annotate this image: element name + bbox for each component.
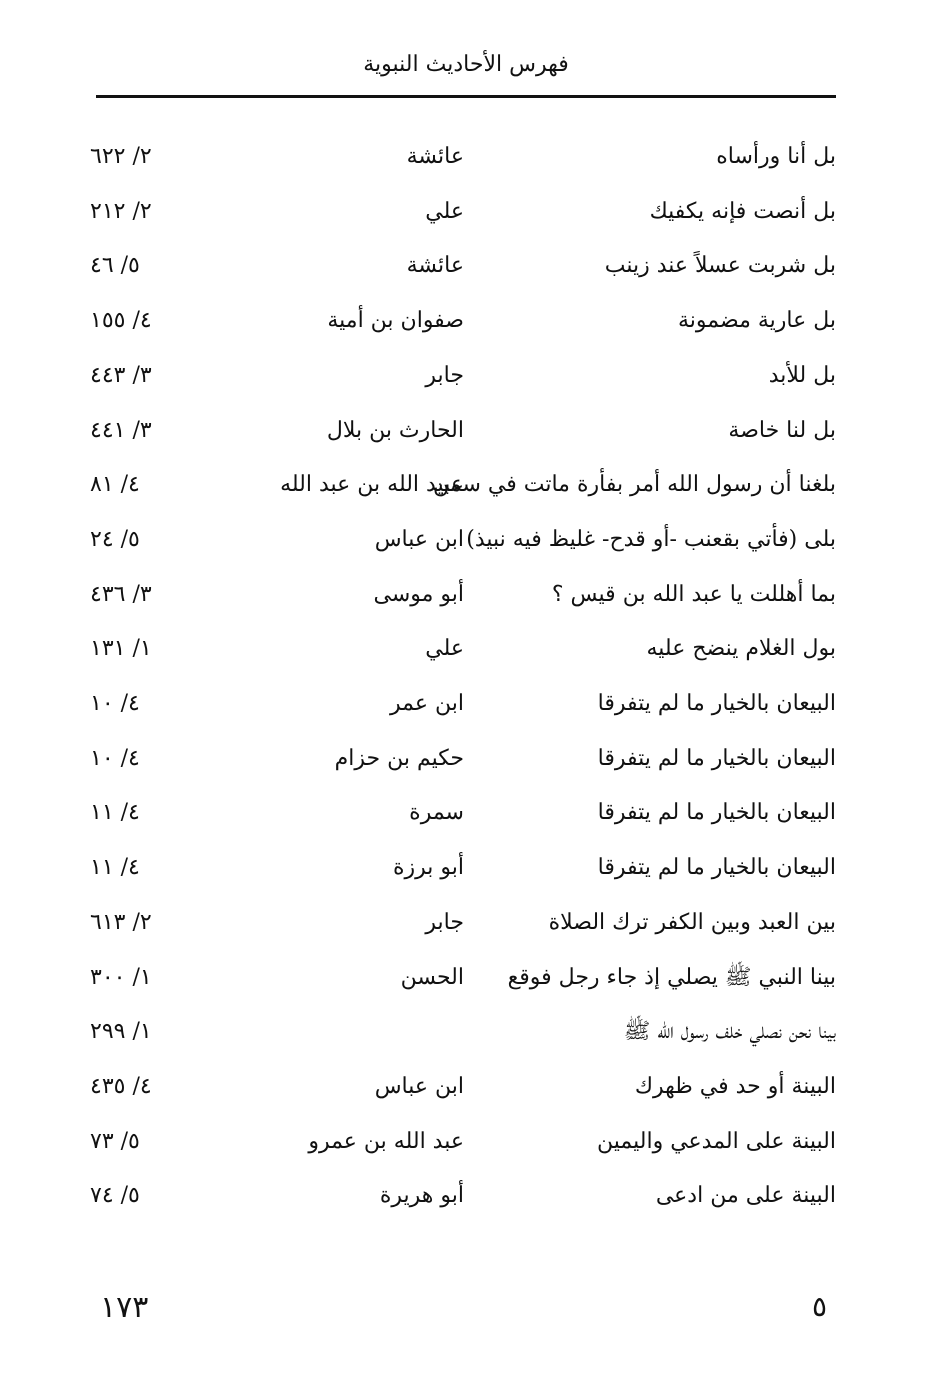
volume-page-reference: ٥/ ٤٦	[90, 253, 140, 279]
index-row	[90, 187, 836, 241]
volume-page-reference: ٤/ ١٠	[90, 691, 140, 716]
hadith-text: البينة أو حد في ظهرك	[634, 1073, 836, 1099]
index-row	[90, 788, 836, 842]
volume-page-reference: ٤/ ١١	[90, 800, 140, 826]
index-row	[90, 241, 836, 295]
volume-page-reference: ٤/ ١٠	[90, 745, 140, 771]
volume-page-reference: ٤/ ٤٣٥	[90, 1073, 152, 1099]
hadith-text: بل شربت عسلاً عند زينب	[604, 253, 836, 279]
hadith-text: البيعان بالخيار ما لم يتفرقا	[597, 800, 836, 826]
hadith-text: بل أنصت فإنه يكفيك	[649, 198, 836, 224]
narrator-name: عائشة	[406, 253, 464, 279]
header-divider	[96, 95, 836, 98]
hadith-text: البينة على من ادعى	[655, 1183, 836, 1209]
narrator-name: ابن عباس	[374, 1073, 464, 1099]
hadith-text: بما أهللت يا عبد الله بن قيس ؟	[551, 581, 836, 607]
index-row	[90, 132, 836, 186]
narrator-name: عائشة	[406, 144, 464, 169]
narrator-name: عبد الله بن عمرو	[308, 1128, 464, 1154]
index-row	[90, 1062, 836, 1116]
volume-page-reference: ٥/ ٧٣	[90, 1128, 140, 1154]
index-row	[90, 843, 836, 897]
volume-page-reference: ٣/ ٤٤١	[90, 417, 152, 443]
index-row	[90, 898, 836, 952]
hadith-text: البيعان بالخيار ما لم يتفرقا	[597, 745, 836, 771]
narrator-name: جابر	[425, 362, 464, 388]
hadith-text: البيعان بالخيار ما لم يتفرقا	[597, 691, 836, 716]
index-row	[90, 1007, 836, 1061]
volume-page-reference: ٥/ ٧٤	[90, 1183, 140, 1209]
index-row	[90, 515, 836, 569]
index-row	[90, 679, 836, 733]
narrator-name: أبو موسى	[373, 581, 464, 607]
volume-page-reference: ١/ ١٣١	[90, 636, 152, 662]
page-number: ١٧٣	[100, 1290, 149, 1325]
narrator-name: سمرة	[409, 800, 464, 826]
narrator-name: علي	[425, 636, 464, 662]
volume-page-reference: ٤/ ٨١	[90, 472, 140, 498]
hadith-text: بلى (فأتي بقعنب -أو قدح- غليظ فيه نبيذ)	[466, 526, 836, 552]
volume-page-reference: ٣/ ٤٤٣	[90, 362, 152, 388]
volume-page-reference: ٢/ ٢١٢	[90, 198, 152, 224]
volume-page-reference: ٢/ ٦٢٢	[90, 144, 152, 169]
volume-page-reference: ١/ ٣٠٠	[90, 964, 152, 990]
index-row	[90, 351, 836, 405]
narrator-name: الحسن	[400, 964, 464, 990]
hadith-text: بول الغلام ينضح عليه	[646, 636, 836, 662]
hadith-text: بل أنا ورأساه	[716, 144, 836, 169]
narrator-name: أبو برزة	[392, 855, 464, 881]
index-row	[90, 406, 836, 460]
index-row	[90, 953, 836, 1007]
narrator-name: صفوان بن أمية	[327, 308, 464, 334]
hadith-text: بينا النبي ﷺ يصلي إذ جاء رجل فوقع	[507, 964, 836, 990]
index-row	[90, 570, 836, 624]
hadith-text: بين العبد وبين الكفر ترك الصلاة	[548, 909, 836, 935]
narrator-name: الحارث بن بلال	[326, 417, 464, 443]
volume-page-reference: ٤/ ١١	[90, 855, 140, 881]
hadith-text: بل عارية مضمونة	[677, 308, 836, 334]
index-row	[90, 1117, 836, 1171]
hadith-text: بينا نحن نصلي خلف رسول الله ﷺ	[623, 1019, 836, 1045]
narrator-name: حكيم بن حزام	[334, 745, 464, 771]
volume-page-reference: ١/ ٢٩٩	[90, 1019, 152, 1045]
hadith-text: بل لنا خاصة	[728, 417, 836, 443]
narrator-name: ابن عباس	[374, 526, 464, 552]
page-header-title: فهرس الأحاديث النبوية	[363, 52, 569, 77]
hadith-text: البيعان بالخيار ما لم يتفرقا	[597, 855, 836, 881]
volume-number: ٥	[812, 1290, 828, 1323]
hadith-text: بلغنا أن رسول الله أمر بفأرة ماتت في سمن	[433, 472, 836, 498]
index-row	[90, 1171, 836, 1225]
volume-page-reference: ٣/ ٤٣٦	[90, 581, 152, 607]
hadith-index-list	[90, 132, 836, 1232]
volume-page-reference: ٥/ ٢٤	[90, 526, 140, 552]
index-row	[90, 296, 836, 350]
index-row	[90, 734, 836, 788]
narrator-name: عبيد الله بن عبد الله	[280, 472, 464, 498]
narrator-name: جابر	[425, 909, 464, 935]
hadith-text: بل للأبد	[768, 362, 836, 388]
narrator-name: أبو هريرة	[379, 1183, 464, 1209]
narrator-name: علي	[425, 198, 464, 224]
volume-page-reference: ٢/ ٦١٣	[90, 909, 152, 935]
volume-page-reference: ٤/ ١٥٥	[90, 308, 152, 334]
narrator-name: ابن عمر	[390, 691, 464, 716]
index-row	[90, 624, 836, 678]
index-row	[90, 460, 836, 514]
hadith-text: البينة على المدعي واليمين	[597, 1128, 836, 1154]
